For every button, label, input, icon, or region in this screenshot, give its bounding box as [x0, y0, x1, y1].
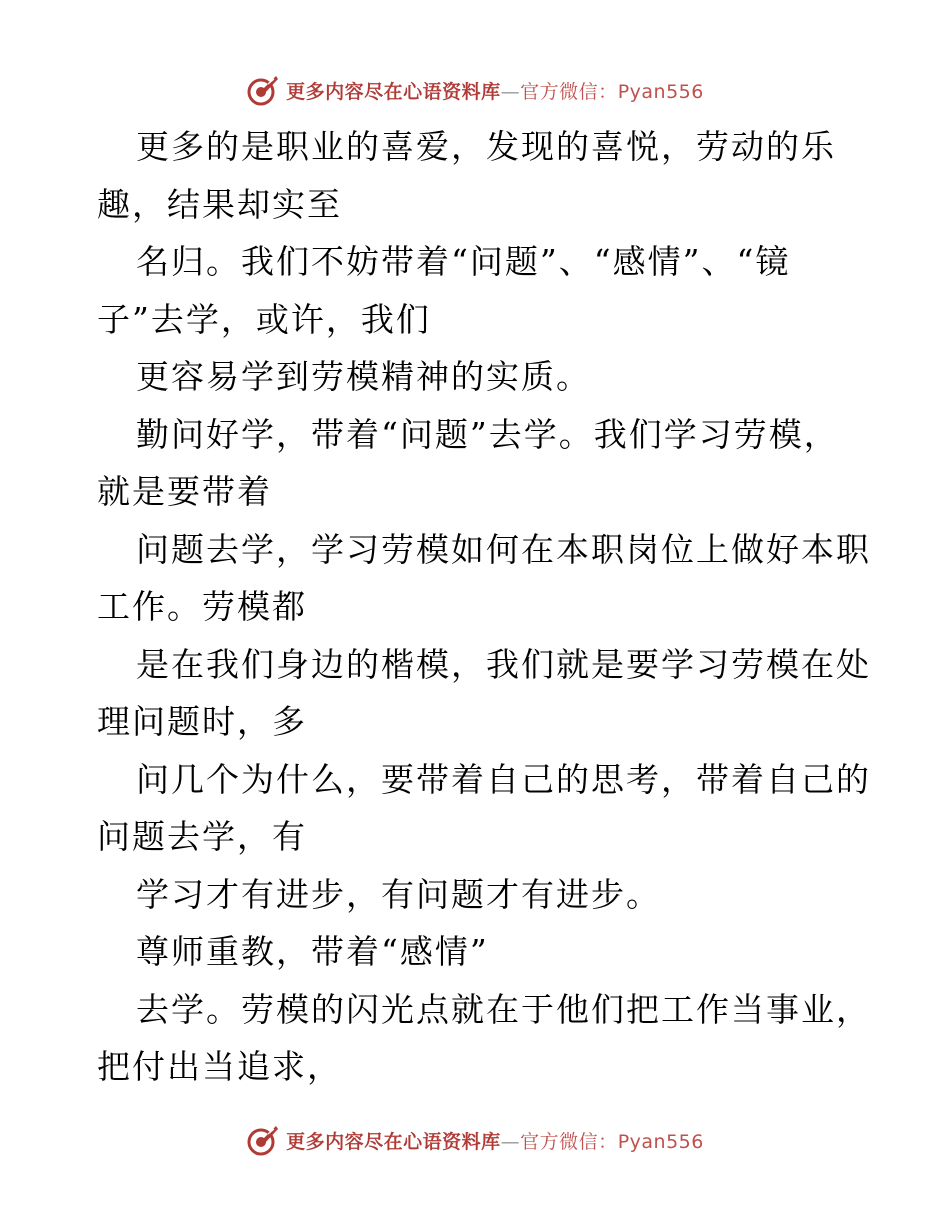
header-wechat-label: 官方微信：	[520, 80, 618, 103]
body-line: 是在我们身边的楷模，我们就是要学习劳模在处	[136, 644, 871, 684]
footer-wechat-id: Pyan556	[617, 1130, 704, 1153]
body-line: 更容易学到劳模精神的实质。	[136, 357, 591, 396]
feather-pen-logo-icon	[246, 73, 280, 107]
body-line: 把付出当追求，	[97, 1047, 342, 1086]
body-line: 趣，结果却实至	[97, 184, 342, 224]
feather-pen-logo-icon	[246, 1123, 280, 1157]
document-body	[97, 118, 871, 1096]
header-banner	[0, 70, 950, 110]
footer-separator: —	[500, 1130, 521, 1153]
header-separator: —	[500, 80, 521, 103]
body-line: 问几个为什么，要带着自己的思考，带着自己的	[136, 759, 871, 799]
body-line: 子”去学，或许，我们	[97, 299, 431, 339]
body-line: 工作。劳模都	[97, 587, 307, 626]
body-line: 问题去学，有	[97, 817, 307, 856]
body-line: 理问题时，多	[97, 702, 307, 741]
header-wechat-id: Pyan556	[617, 80, 704, 103]
body-line: 就是要带着	[97, 472, 272, 511]
body-line: 去学。劳模的闪光点就在于他们把工作当事业，	[136, 989, 871, 1029]
footer-wechat-label: 官方微信：	[520, 1130, 618, 1153]
header-brand-text: 更多内容尽在心语资料库	[286, 80, 501, 103]
footer-banner	[0, 1120, 950, 1160]
body-line: 更多的是职业的喜爱，发现的喜悦，劳动的乐	[136, 127, 836, 166]
body-line: 名归。我们不妨带着“问题”、“感情”、“镜	[136, 242, 791, 281]
body-line: 问题去学，学习劳模如何在本职岗位上做好本职	[136, 529, 871, 569]
body-line: 学习才有进步，有问题才有进步。	[136, 874, 661, 914]
header-banner-inner	[246, 73, 704, 107]
header-banner-text	[286, 77, 704, 104]
footer-banner-text	[286, 1127, 704, 1154]
body-line: 尊师重教，带着“感情”	[136, 932, 489, 971]
footer-banner-inner	[246, 1123, 704, 1157]
body-line: 勤问好学，带着“问题”去学。我们学习劳模，	[136, 414, 839, 454]
footer-brand-text: 更多内容尽在心语资料库	[286, 1130, 501, 1153]
